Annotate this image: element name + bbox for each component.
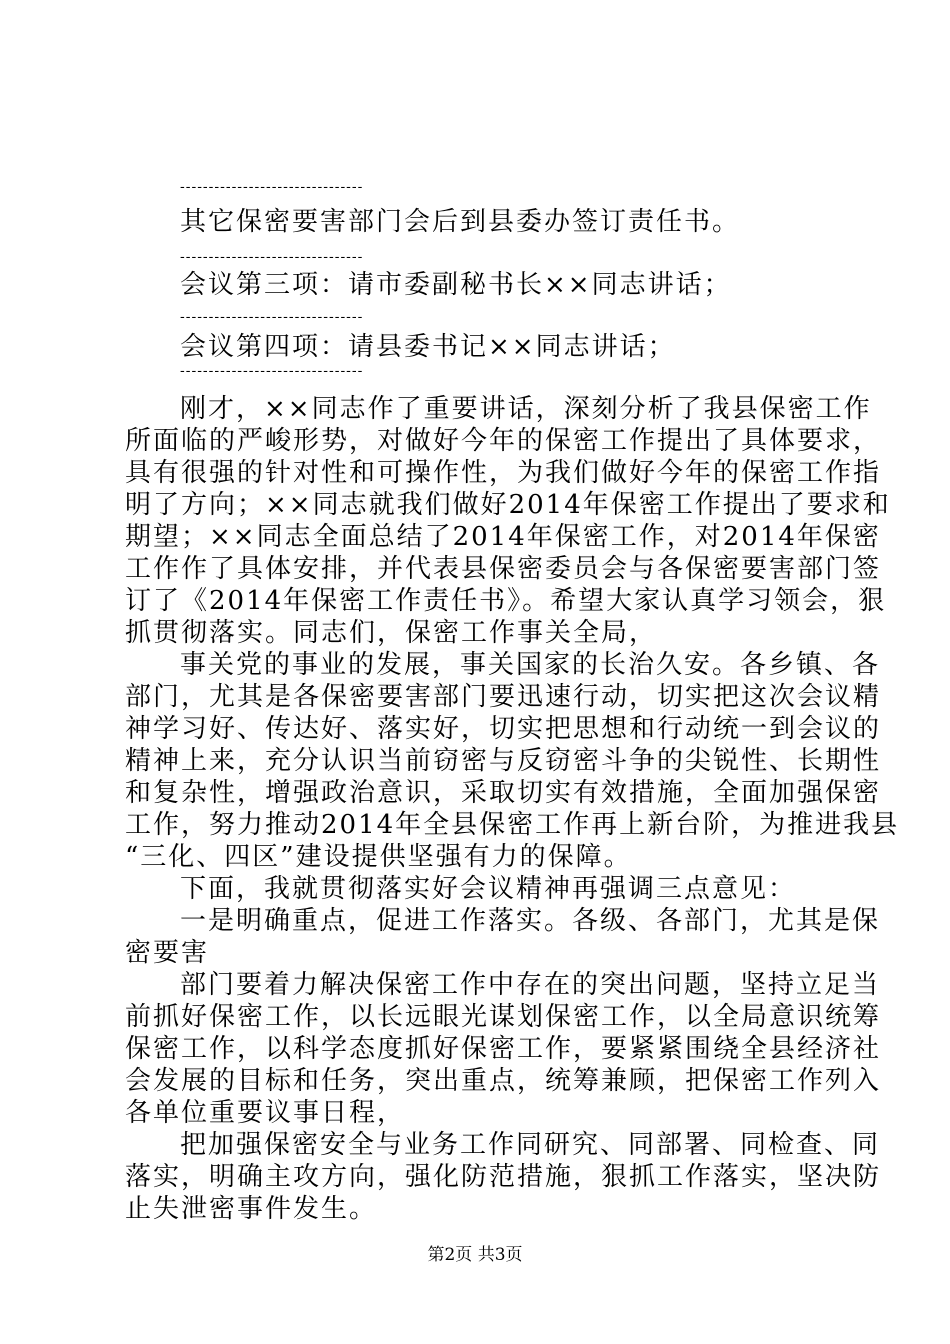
paragraph-line: 所面临的严峻形势，对做好今年的保密工作提出了具体要求， [125,426,882,456]
paragraph-line: 事关党的事业的发展，事关国家的长治久安。各乡镇、各 [180,650,881,680]
paragraph-line: 神学习好、传达好、落实好，切实把思想和行动统一到会议的 [125,714,882,744]
paragraph-line: 会发展的目标和任务，突出重点，统筹兼顾，把保密工作列入 [125,1066,882,1096]
paragraph-line: 保密工作，以科学态度抓好保密工作，要紧紧围绕全县经济社 [125,1034,882,1064]
paragraph-line: 下面，我就贯彻落实好会议精神再强调三点意见： [180,874,797,904]
separator-rule: -------------------------------- [180,179,364,195]
paragraph-line: 把加强保密安全与业务工作同研究、同部署、同检查、同 [180,1130,881,1160]
separator-rule: -------------------------------- [180,363,364,379]
paragraph-line: 会议第三项：请市委副秘书长××同志讲话； [180,270,732,300]
paragraph-line: 各单位重要议事日程， [125,1098,406,1128]
paragraph-line: 部门要着力解决保密工作中存在的突出问题，坚持立足当 [180,970,881,1000]
paragraph-line: 落实，明确主攻方向，强化防范措施，狠抓工作落实，坚决防 [125,1162,882,1192]
paragraph-line: 刚才，××同志作了重要讲话，深刻分析了我县保密工作 [180,394,872,424]
paragraph-line: 一是明确重点，促进工作落实。各级、各部门，尤其是保 [180,906,881,936]
paragraph-line: 密要害 [125,938,210,968]
paragraph-line: 前抓好保密工作，以长远眼光谋划保密工作，以全局意识统筹 [125,1002,882,1032]
separator-rule: -------------------------------- [180,249,364,265]
paragraph-line: 精神上来，充分认识当前窃密与反窃密斗争的尖锐性、长期性 [125,746,882,776]
paragraph-line: 和复杂性，增强政治意识，采取切实有效措施，全面加强保密 [125,778,882,808]
paragraph-line: 部门，尤其是各保密要害部门要迅速行动，切实把这次会议精 [125,682,882,712]
paragraph-line: 止失泄密事件发生。 [125,1194,378,1224]
separator-rule: -------------------------------- [180,309,364,325]
paragraph-line: 具有很强的针对性和可操作性，为我们做好今年的保密工作指 [125,458,882,488]
paragraph-line: “三化、四区”建设提供坚强有力的保障。 [125,842,632,872]
paragraph-line: 明了方向；××同志就我们做好2014年保密工作提出了要求和 [125,490,891,520]
paragraph-line: 工作作了具体安排，并代表县保密委员会与各保密要害部门签 [125,554,882,584]
paragraph-line: 抓贯彻落实。同志们，保密工作事关全局， [125,618,658,648]
paragraph-line: 工作，努力推动2014年全县保密工作再上新台阶，为推进我县 [125,810,900,840]
paragraph-line: 会议第四项：请县委书记××同志讲话； [180,332,676,362]
paragraph-line: 订了《2014年保密工作责任书》。希望大家认真学习领会，狠 [125,586,887,616]
paragraph-line: 期望；××同志全面总结了2014年保密工作，对2014年保密 [125,522,881,552]
page-footer: 第2页 共3页 [427,1245,523,1265]
paragraph-line: 其它保密要害部门会后到县委办签订责任书。 [180,207,741,237]
